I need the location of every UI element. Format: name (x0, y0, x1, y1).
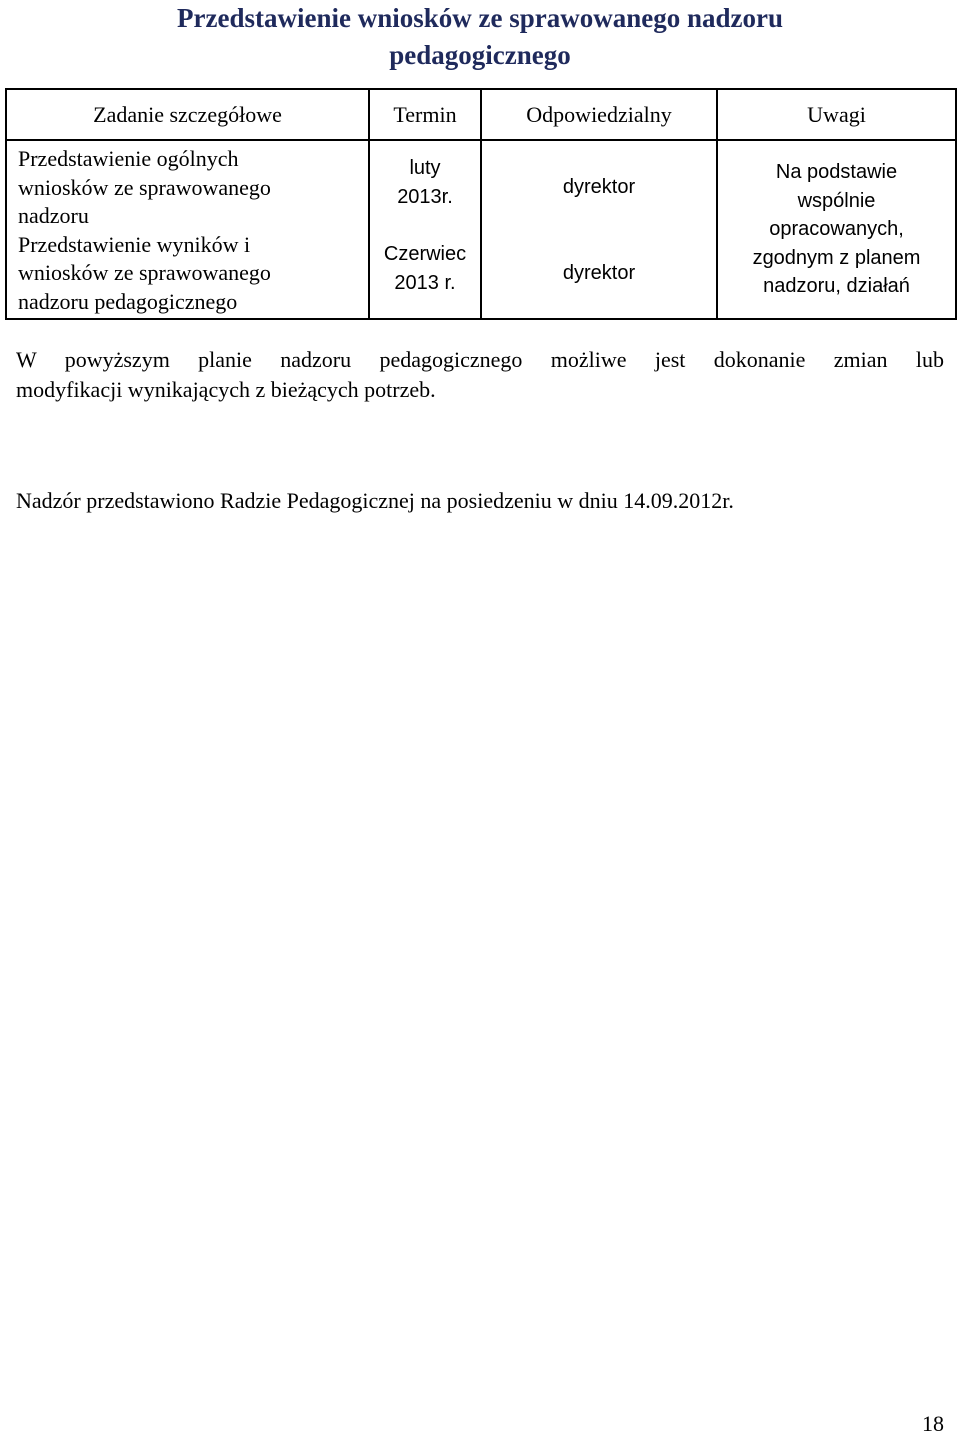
page-title-line-1: Przedstawienie wniosków ze sprawowanego nadzoru (177, 3, 783, 33)
table-row (6, 140, 956, 319)
responsible-1: dyrektor (562, 175, 636, 198)
supervision-conclusions-table (5, 88, 957, 320)
page-title (0, 0, 960, 74)
header-term: Termin (369, 89, 481, 140)
council-presentation-statement: Nadzór przedstawiono Radzie Pedagogicznej na posiedzeniu w dniu 14.09.2012r. (16, 488, 734, 513)
notes-cell (717, 140, 956, 319)
task-2 (18, 231, 358, 317)
table-header-row (6, 89, 956, 140)
term-1-line-1: luty (409, 156, 441, 179)
notes-line-5: nadzoru, działań (763, 275, 910, 298)
paragraph-line-2: modyfikacji wynikających z bieżących potrzeb. (16, 377, 436, 402)
task-2-line-2: wniosków ze sprawowanego (18, 260, 271, 285)
modification-paragraph (16, 345, 944, 405)
header-task: Zadanie szczegółowe (6, 89, 369, 140)
term-2-line-1: Czerwiec (383, 242, 467, 265)
page-title-line-2: pedagogicznego (389, 40, 571, 70)
term-2 (370, 240, 480, 298)
notes-line-4: zgodnym z planem (752, 246, 921, 269)
term-1-line-2: 2013r. (397, 185, 453, 208)
term-1 (370, 154, 480, 212)
page-number: 18 (922, 1411, 944, 1436)
task-1-line-1: Przedstawienie ogólnych (18, 146, 239, 171)
responsible-cell (481, 140, 717, 319)
notes-line-3: opracowanych, (769, 218, 904, 241)
task-1-line-3: nadzoru (18, 203, 89, 228)
term-2-line-2: 2013 r. (394, 271, 456, 294)
responsible-2: dyrektor (562, 261, 636, 284)
task-1-line-2: wniosków ze sprawowanego (18, 174, 271, 200)
task-cell (6, 140, 369, 319)
term-cell (369, 140, 481, 319)
task-2-line-1: Przedstawienie wyników i (18, 231, 251, 257)
task-2-line-3: nadzoru pedagogicznego (18, 288, 238, 314)
task-1 (18, 145, 358, 231)
header-responsible: Odpowiedzialny (481, 89, 717, 140)
notes-line-1: Na podstawie (775, 161, 898, 184)
header-notes: Uwagi (717, 89, 956, 140)
paragraph-line-1: W powyższym planie nadzoru pedagogicznego możliwe jest dokonanie zmian lub (16, 347, 944, 372)
notes-line-2: wspólnie (797, 189, 876, 212)
